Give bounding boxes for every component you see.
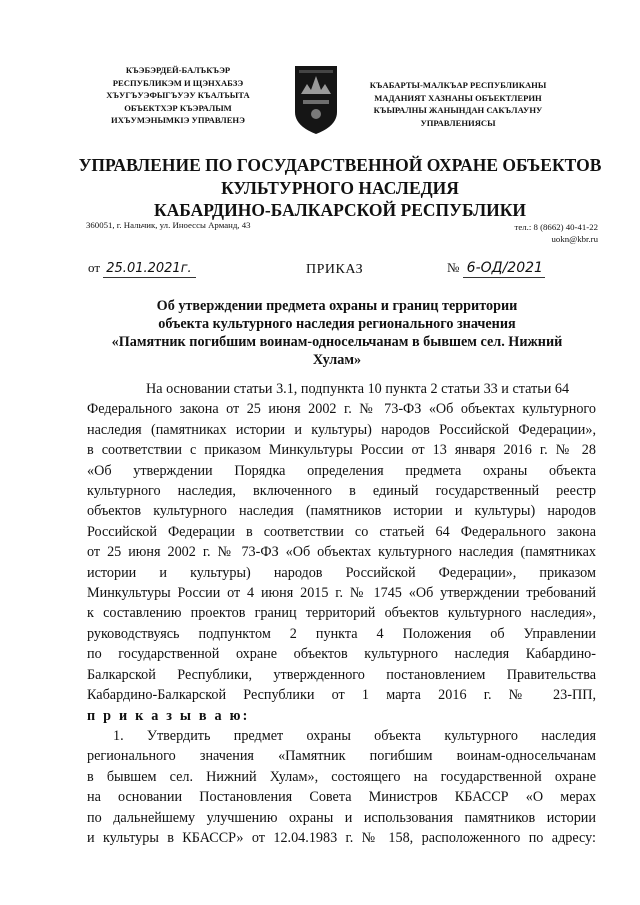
address: 360051, г. Нальчик, ул. Иноессы Арманд, 43 [86, 220, 251, 230]
body-line: по дальнейшему улучшению охраны и использования памятников истории [87, 809, 596, 826]
body-line: к составлению проектов границ территорий объектов культурного наследия», [87, 605, 596, 622]
document-title: ПРИКАЗ [306, 262, 364, 277]
date-prefix: от [88, 260, 101, 275]
body-line: Федерального закона от 25 июня 2002 г. № 73-ФЗ «Об объектах культурного [87, 401, 596, 418]
order-word: п р и к а з ы в а ю: [87, 707, 250, 724]
date-value: 25.01.2021г. [103, 261, 195, 278]
header-right-line: УПРАВЛЕНИЯСЫ [420, 117, 496, 128]
header-left-line: ОБЪЕКТХЭР КЪЭРАЛЫМ [124, 102, 232, 113]
body-line: объектов культурного наследия (памятников истории и культуры) народов [87, 503, 596, 520]
header-right-line: КЪЫРАЛНЫ ЖАНЫНДАН САКЪЛАУНУ [373, 105, 543, 115]
contacts-block [515, 221, 598, 245]
header-right-line: КЪАБАРТЫ-МАЛКЪАР РЕСПУБЛИКАНЫ [369, 80, 547, 90]
body-line: «Об утверждении Порядка определения предмета охраны объекта [87, 462, 596, 479]
header-left-block [78, 64, 278, 127]
body-line: Российской Федерации в соответствии со статьей 64 Федерального закона [87, 523, 596, 540]
order-subject [92, 297, 582, 369]
coat-of-arms-emblem-icon [293, 64, 339, 136]
subject-line: «Памятник погибшим воинам-односельчанам в бывшем сел. Нижний [111, 334, 563, 350]
subject-line: объекта культурного наследия регионального значения [158, 316, 516, 332]
body-line: руководствуясь подпунктом 2 пункта 4 Положения об Управлении [87, 625, 596, 642]
subject-line: Хулам» [312, 352, 362, 368]
body-line: в бывшем сел. Нижний Хулам», состоящего на государственной охране [87, 768, 596, 785]
body-line: от 25 июня 2002 г. № 73-ФЗ «Об объектах культурного наследия (памятниках [87, 544, 596, 561]
phone: тел.: 8 (8662) 40-41-22 [514, 222, 598, 232]
org-line: КУЛЬТУРНОГО НАСЛЕДИЯ [221, 177, 459, 198]
body-line: Минкультуры России от 4 июня 2015 г. № 1745 «Об утверждении требований [87, 585, 596, 602]
organization-title [60, 154, 620, 222]
order-date [88, 260, 196, 278]
header-right-block [352, 79, 564, 129]
order-body [87, 379, 596, 848]
body-line: 1. Утвердить предмет охраны объекта культурного наследия [113, 727, 596, 744]
email: uokn@kbr.ru [551, 234, 598, 244]
header-left-line: РЕСПУБЛИКЭМ И ЩЭНХАБЗЭ [112, 77, 244, 88]
body-line: Балкарской Республики, утвержденного постановлением Правительства [87, 666, 596, 683]
body-line: на основании Постановления Совета Министров КБАССР «О мерах [87, 789, 596, 806]
body-line: и культуры в КБАССР» от 12.04.1983 г. № 158, расположенного по адресу: [87, 829, 596, 846]
header-left-line: ХЪУГЪУЭФЫГЪУЭУ КЪАЛЪЫТА [106, 90, 250, 100]
body-line: культурного наследия, включенного в единый государственный реестр [87, 483, 596, 500]
body-line: наследия (памятниках истории и культуры) народов Российской Федерации», [87, 421, 596, 438]
body-line: регионального значения «Памятник погибшим воинам-односельчанам [87, 748, 596, 765]
order-number [447, 260, 545, 278]
body-line: по государственной охране объектов культурного наследия Кабардино- [87, 646, 596, 663]
body-line: в соответствии с приказом Минкультуры России от 13 января 2016 г. № 28 [87, 442, 596, 459]
body-line: На основании статьи 3.1, подпункта 10 пункта 2 статьи 33 и статьи 64 [146, 381, 570, 397]
body-line: истории и культуры) народов Российской Федерации», приказом [87, 564, 596, 581]
header-right-line: МАДАНИЯТ ХАЗНАНЫ ОБЪЕКТЛЕРИН [374, 92, 542, 103]
org-line: КАБАРДИНО-БАЛКАРСКОЙ РЕСПУБЛИКИ [153, 200, 527, 220]
header-left-line: КЪЭБЭРДЕЙ-БАЛЪКЪЭР [125, 65, 231, 75]
header-left-line: ИХЪУМЭНЫМКIЭ УПРАВЛЕНЭ [111, 115, 245, 125]
org-line: УПРАВЛЕНИЕ ПО ГОСУДАРСТВЕННОЙ ОХРАНЕ ОБЪЕКТОВ [78, 155, 602, 175]
body-line: Кабардино-Балкарской Республики от 1 марта 2016 г. № 23-ПП, [87, 687, 596, 704]
subject-line: Об утверждении предмета охраны и границ территории [156, 298, 518, 314]
number-value: 6-ОД/2021 [463, 260, 545, 278]
number-prefix: № [447, 260, 460, 275]
